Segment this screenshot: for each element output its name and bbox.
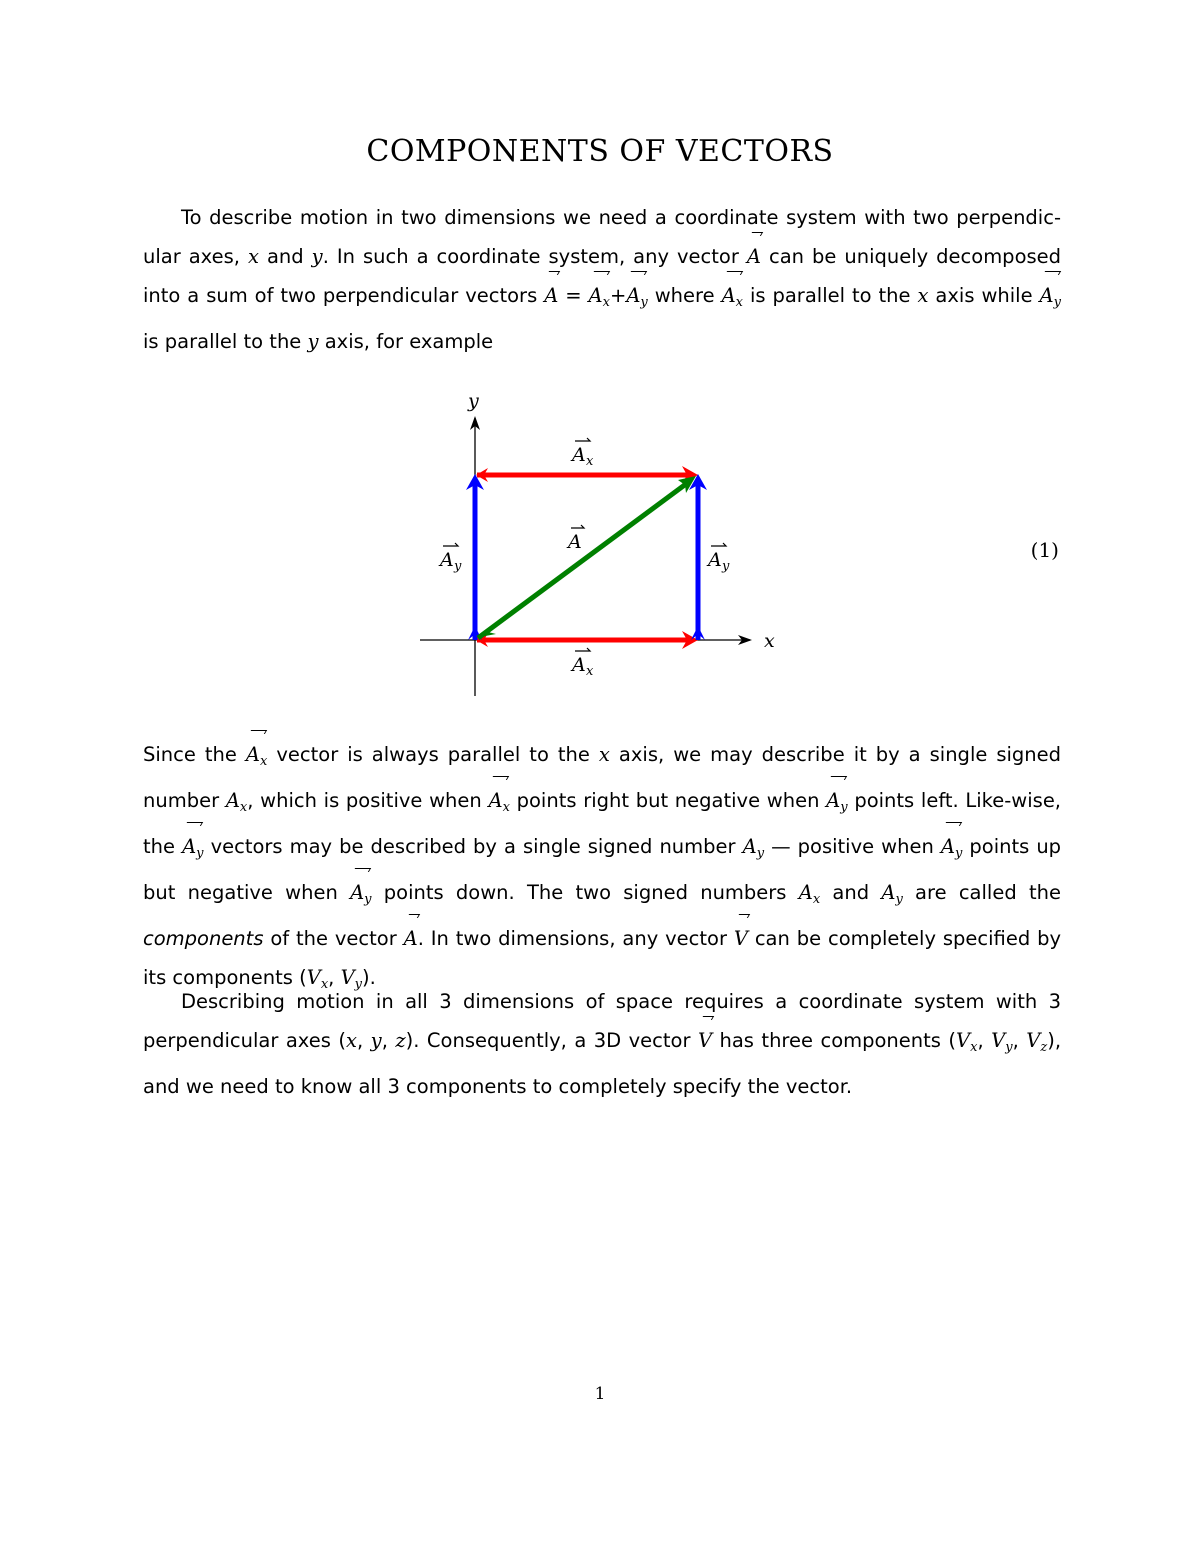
p3-text-2: . Consequently, a 3D vector: [413, 1029, 691, 1052]
p1-y: y: [311, 245, 323, 268]
y-axis-label: y: [468, 390, 479, 412]
p1-equals: =: [565, 284, 582, 307]
p2-vec-A: A: [404, 919, 418, 958]
p1-and: and: [266, 245, 304, 268]
p2-text-11: and: [832, 881, 870, 904]
p2-x: x: [598, 743, 610, 766]
p2-num-Ax-2: $A_x$: [798, 881, 821, 907]
p1-text-7: is parallel to the: [143, 330, 302, 353]
p2-vec-Ay-2: $A_y$: [182, 827, 203, 873]
page-title: COMPONENTS OF VECTORS: [366, 134, 834, 169]
p3-tuple-V: ($V_x$, $V_y$, $V_z$): [948, 1029, 1055, 1055]
vector-diagram: [400, 388, 800, 708]
p1-vec-Ay-2: $A_y$: [1040, 276, 1061, 322]
p2-text-15: can be completely specified by its components: [143, 927, 1061, 989]
p1-vec-A-eq: A: [544, 276, 558, 315]
p2-text-10: points down. The two signed numbers: [383, 881, 787, 904]
p2-text-3: axis, we may describe it by a single signed number: [143, 743, 1062, 812]
p1-y-2: y: [307, 330, 319, 353]
p1-x-2: x: [917, 284, 929, 307]
p2-tuple-V: ($V_x$, $V_y$): [299, 966, 370, 992]
p2-text-14: . In two dimensions, any vector: [417, 927, 727, 950]
p1-text-4: where: [654, 284, 715, 307]
p3-tuple-axes: (x, y, z): [338, 1029, 414, 1052]
p2-vec-Ax: $A_x$: [246, 735, 267, 781]
p2-vec-Ay-3: $A_y$: [941, 827, 962, 873]
p2-components-emphasis: components: [143, 927, 264, 950]
p2-text-4: , which is positive when: [247, 789, 482, 812]
label-Ay-left: [438, 543, 462, 574]
p1-vec-Ay: $A_y$: [626, 276, 647, 322]
p2-vec-Ay-4: $A_y$: [350, 873, 371, 919]
p1-text-6: axis while: [935, 284, 1033, 307]
svg-text:y: y: [454, 559, 462, 574]
p1-text-8: axis, for example: [324, 330, 494, 353]
p1-vec-Ax-2: $A_x$: [722, 276, 743, 322]
p1-text-3: can be uniquely decomposed into a sum of two perpendicular vectors: [143, 245, 1062, 307]
p2-vec-Ay: $A_y$: [826, 781, 847, 827]
p1-x: x: [247, 245, 259, 268]
p3-text-4: , and we need to know all 3 components to completely specify the vector.: [143, 1029, 1062, 1098]
p2-text-13: of the vector: [270, 927, 397, 950]
paragraph-intro: [143, 198, 1061, 361]
p2-text-5: points right but negative when: [516, 789, 820, 812]
label-Ay-right: [706, 543, 730, 574]
p1-text-2: . In such a coordinate system, any vector: [322, 245, 739, 268]
p2-vec-V: V: [734, 919, 748, 958]
svg-text:A: A: [708, 549, 722, 571]
p3-text-1: Describing motion in all 3 dimensions of space requires a coordinate system with 3 perpendicular axes: [143, 990, 1061, 1052]
p2-text-7: vectors may be described by a single signed number: [210, 835, 736, 858]
label-Ax-top: [570, 438, 594, 469]
p3-text-3: has three components: [719, 1029, 941, 1052]
svg-text:x: x: [586, 664, 594, 679]
p2-num-Ay: $A_y$: [742, 835, 765, 861]
p2-text-8: — positive when: [771, 835, 934, 858]
svg-text:A: A: [572, 444, 586, 466]
p2-text-6: points left. Like-wise, the: [143, 789, 1062, 858]
p2-num-Ax: $A_x$: [225, 789, 248, 815]
svg-text:A: A: [572, 654, 586, 676]
p2-text-1: Since the: [143, 743, 237, 766]
p1-vec-Ax: $A_x$: [589, 276, 610, 322]
svg-text:A: A: [440, 549, 454, 571]
paragraph-components: [143, 735, 1061, 1004]
p2-text-2: vector is always parallel to the: [276, 743, 590, 766]
label-Ax-bottom: [570, 648, 594, 679]
vector-A: [478, 481, 690, 638]
p2-text-16: .: [369, 966, 376, 989]
p2-vec-Ax-2: $A_x$: [488, 781, 509, 827]
p3-vec-V: V: [698, 1021, 712, 1060]
svg-text:y: y: [722, 559, 730, 574]
svg-text:A: A: [568, 531, 582, 553]
x-axis-label: x: [764, 630, 775, 652]
equation-number: (1): [1030, 538, 1059, 562]
p2-text-12: are called the: [915, 881, 1061, 904]
p1-plus: +: [609, 284, 627, 307]
p2-num-Ay-2: $A_y$: [881, 881, 903, 907]
page-number: 1: [594, 1384, 606, 1404]
p1-vec-A: A: [747, 237, 761, 276]
paragraph-3d: [143, 982, 1061, 1106]
p1-text-5: is parallel to the: [749, 284, 911, 307]
label-A: [566, 525, 584, 553]
p1-text-1: To describe motion in two dimensions we need a coordinate system with two perpendic-ular axes,: [143, 206, 1061, 268]
p2-text-9: points up but negative when: [143, 835, 1062, 904]
svg-text:x: x: [586, 454, 594, 469]
